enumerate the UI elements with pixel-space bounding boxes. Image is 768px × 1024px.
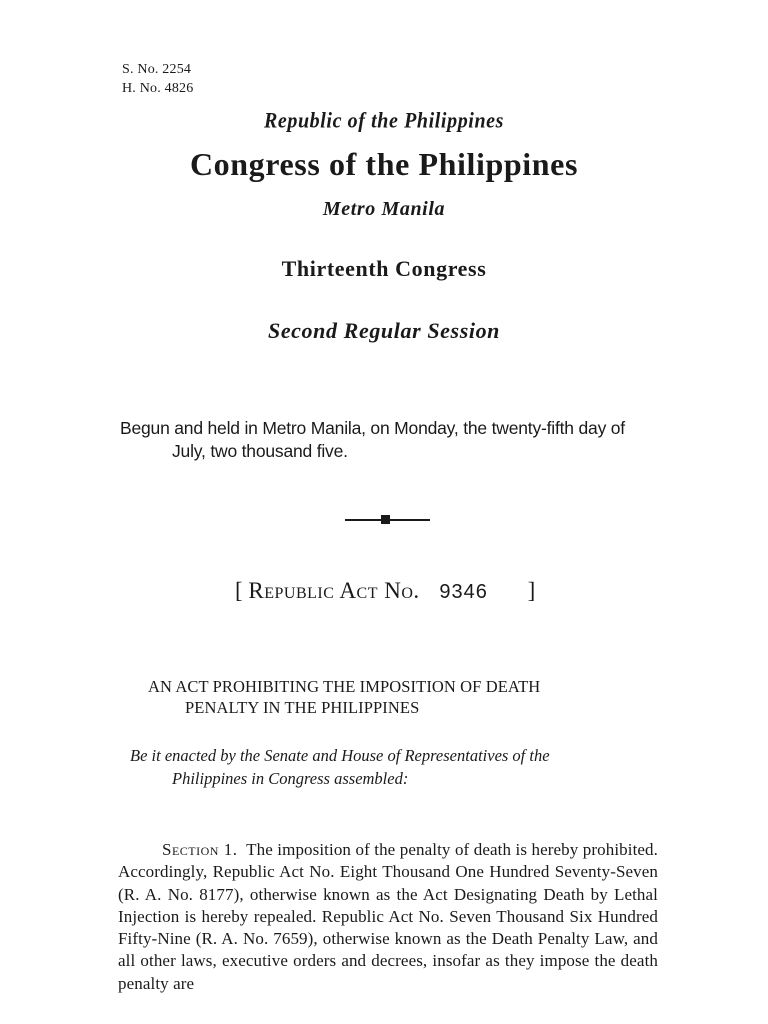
act-title-line-1: AN ACT PROHIBITING THE IMPOSITION OF DEATH [148, 677, 541, 696]
open-bracket: [ [235, 578, 243, 603]
section-1-label: Section 1. [162, 840, 238, 859]
act-title [148, 676, 668, 718]
congress-number-heading: Thirteenth Congress [281, 256, 487, 281]
republic-act-label: Republic Act No. [248, 578, 420, 603]
senate-bill-number: S. No. 2254 [122, 62, 192, 77]
republic-heading: Republic of the Philippines [263, 108, 505, 134]
begun-statement [120, 417, 680, 463]
enacting-clause-line-2: Philippines in Congress assembled: [172, 769, 409, 788]
section-1-text: The imposition of the penalty of death is hereby prohibited. Accordingly, Republic Act No. Eight Thousand One Hundred Seventy-Seven (R. A. No. 8177), otherwise known as the Act Designating Death by Lethal Injection is hereby repealed. Republic Act No. Seven Thousand Six Hundred Fifty-Nine (R. A. No. 7659), otherwise known as the Death Penalty Law, and all other laws, executive orders and decrees, insofar as they impose the death penalty are [118, 840, 658, 993]
house-bill-number: H. No. 4826 [122, 81, 194, 96]
close-bracket: ] [527, 578, 536, 603]
session-heading: Second Regular Session [267, 318, 501, 343]
act-title-line-2: PENALTY IN THE PHILIPPINES [185, 698, 420, 717]
location-heading: Metro Manila [322, 198, 446, 220]
congress-heading: Congress of the Philippines [189, 146, 579, 182]
republic-act-number [235, 578, 535, 604]
section-1 [118, 839, 658, 995]
divider-ornament [381, 515, 390, 524]
bill-numbers [122, 60, 193, 98]
begun-line-1: Begun and held in Metro Manila, on Monday, the twenty-fifth day of [120, 418, 625, 438]
republic-act-value: 9346 [439, 581, 488, 603]
enacting-clause-line-1: Be it enacted by the Senate and House of Representatives of the [130, 746, 550, 765]
enacting-clause [130, 744, 690, 790]
begun-line-2: July, two thousand five. [172, 441, 348, 461]
